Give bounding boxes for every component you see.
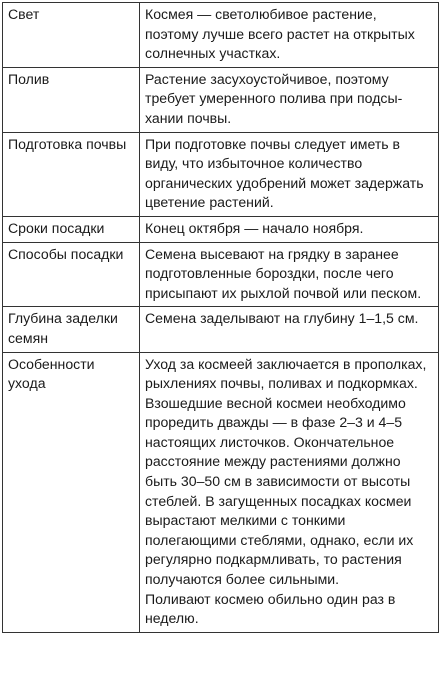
row-text-watering: Растение засухоустойчивое, поэтому требует умеренного полива при подсыхании почвы. — [145, 70, 403, 126]
table-row-planting-time — [3, 216, 439, 242]
row-label-soil-preparation: Подготовка почвы — [3, 132, 140, 216]
row-value-planting-methods — [140, 242, 439, 307]
row-label-seed-depth: Глубина заделки семян — [3, 307, 140, 352]
row-text-planting-time: Конец октября — начало ноября. — [145, 219, 364, 236]
row-value-planting-time — [140, 216, 439, 242]
row-text-soil-preparation: При подготовке почвы следует иметь в виду, что избыточное количество органических удобрений может задержать цветение растений. — [145, 135, 424, 211]
row-value-watering — [140, 67, 439, 132]
row-value-light — [140, 3, 439, 68]
row-label-watering: Полив — [3, 67, 140, 132]
row-text-care-features-1: Уход за космеей заключается в прополках, рыхлениях почвы, поливах и подкормках. — [145, 355, 427, 392]
row-label-planting-time: Сроки посадки — [3, 216, 140, 242]
table-row-care-features — [3, 352, 439, 632]
row-text-care-features-3: Поливают космею обильно один раз в неделю. — [145, 590, 396, 627]
row-value-care-features — [140, 352, 439, 632]
row-label-light: Свет — [3, 3, 140, 68]
row-text-light: Космея — светолюбивое растение, поэтому лучше всего растет на открытых солнечных участках. — [145, 6, 415, 62]
row-text-seed-depth: Семена заделывают на глубину 1–1,5 см. — [145, 310, 419, 327]
row-value-soil-preparation — [140, 132, 439, 216]
row-label-planting-methods: Способы посадки — [3, 242, 140, 307]
row-label-care-features: Особенности ухода — [3, 352, 140, 632]
table-row-seed-depth — [3, 307, 439, 352]
table-row-watering — [3, 67, 439, 132]
row-text-care-features-2: Взошедшие весной космеи необходимо проредить дважды — в фазе 2–3 и 4–5 настоящих листочков. Окончательное расстояние между растениями должно быть 30–50 см в зависимости от высоты стеблей. В загущенных посадках космеи вырастают мелкими с тонкими полегающими стеблями, однако, если их регулярно подкармливать, то растения получаются более сильными. — [145, 394, 414, 588]
row-value-seed-depth — [140, 307, 439, 352]
table-row-planting-methods — [3, 242, 439, 307]
cosmos-care-table — [2, 2, 439, 633]
table-row-soil-preparation — [3, 132, 439, 216]
row-text-planting-methods: Семена высевают на грядку в заранее подготовленные бороздки, после чего присыпают их рыхлой почвой или песком. — [145, 245, 422, 301]
table-row-light — [3, 3, 439, 68]
